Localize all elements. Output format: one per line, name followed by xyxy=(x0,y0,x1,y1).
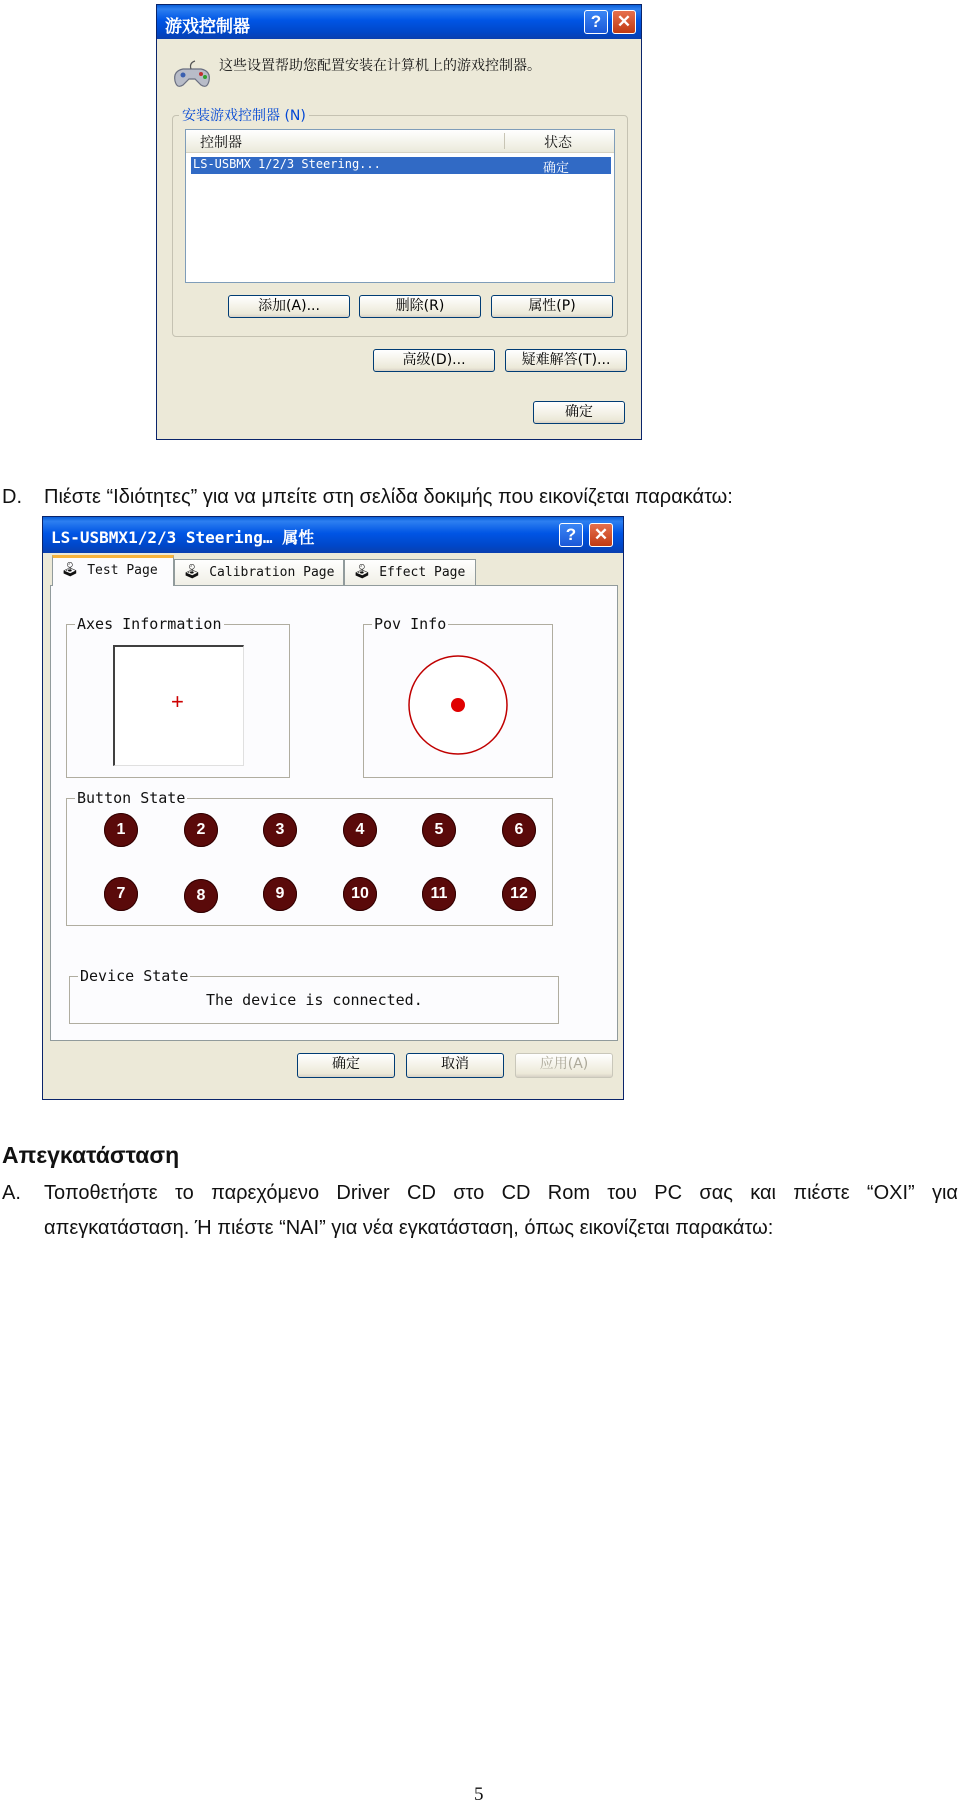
column-header-controller[interactable]: 控制器 xyxy=(200,135,242,151)
dialog-description: 这些设置帮助您配置安装在计算机上的游戏控制器。 xyxy=(219,58,541,74)
add-button[interactable]: 添加(A)... xyxy=(228,295,350,318)
game-controllers-dialog xyxy=(156,4,642,440)
tab-effect-page[interactable] xyxy=(344,559,476,585)
advanced-button[interactable]: 高级(D)... xyxy=(373,349,495,372)
pov-info-group xyxy=(363,615,553,778)
step-d-marker: D. xyxy=(2,486,22,508)
button-state-group xyxy=(66,789,553,926)
tab-effect-label: Effect Page xyxy=(379,565,466,580)
apply-button[interactable]: 应用(A) xyxy=(515,1053,613,1078)
button-indicator: 5 xyxy=(422,813,456,847)
device-state-label: Device State xyxy=(80,967,189,985)
button-indicator: 9 xyxy=(263,877,297,911)
uninstall-text-line2: απεγκατάσταση. Ή πιέστε “NAI” για νέα εγκατάσταση, όπως εικονίζεται παρακάτω: xyxy=(44,1217,774,1239)
joystick-icon: 🕹 xyxy=(353,564,371,580)
uninstall-heading: Απεγκατάσταση xyxy=(2,1142,180,1168)
cancel-button[interactable]: 取消 xyxy=(406,1053,504,1078)
test-page-panel xyxy=(50,585,618,1041)
pov-indicator xyxy=(406,655,510,755)
troubleshoot-button[interactable]: 疑难解答(T)... xyxy=(505,349,627,372)
button-indicator: 6 xyxy=(502,813,536,847)
device-state-group xyxy=(69,967,559,1024)
axes-information-label: Axes Information xyxy=(77,615,222,633)
button-indicator: 11 xyxy=(422,877,456,911)
remove-button[interactable]: 删除(R) xyxy=(359,295,481,318)
button-indicator: 12 xyxy=(502,877,536,911)
controllers-list[interactable] xyxy=(185,129,615,283)
help-icon[interactable]: ? xyxy=(559,523,583,547)
joystick-icon: 🕹 xyxy=(183,564,201,580)
tab-test-page-label: Test Page xyxy=(87,563,158,578)
button-state-label: Button State xyxy=(77,789,186,807)
column-divider xyxy=(504,133,505,149)
properties-title: LS-USBMX1/2/3 Steering… 属性 xyxy=(51,528,315,547)
properties-titlebar xyxy=(43,517,623,553)
list-item-status: 确定 xyxy=(543,161,570,176)
step-d-text: Πιέστε “Ιδιότητες” για να μπείτε στη σελίδα δοκιμής που εικονίζεται παρακάτω: xyxy=(44,486,733,508)
device-properties-dialog xyxy=(42,516,624,1100)
axis-crosshair: + xyxy=(171,689,184,714)
dialog-title: 游戏控制器 xyxy=(165,17,250,37)
axes-information-group xyxy=(66,615,290,778)
properties-button[interactable]: 属性(P) xyxy=(491,295,613,318)
button-indicator: 8 xyxy=(184,879,218,913)
list-item[interactable] xyxy=(191,157,611,174)
device-state-text: The device is connected. xyxy=(206,991,423,1009)
ok-button[interactable]: 确定 xyxy=(297,1053,395,1078)
page-number: 5 xyxy=(474,1784,484,1805)
dialog-titlebar xyxy=(157,5,641,39)
pov-info-label: Pov Info xyxy=(374,615,447,633)
uninstall-marker: A. xyxy=(2,1182,21,1204)
close-icon[interactable]: ✕ xyxy=(612,10,636,34)
button-indicator: 1 xyxy=(104,813,138,847)
button-indicator: 3 xyxy=(263,813,297,847)
button-indicator: 4 xyxy=(343,813,377,847)
joystick-icon: 🕹 xyxy=(61,562,79,578)
button-indicator: 2 xyxy=(184,813,218,847)
axes-display xyxy=(113,645,244,766)
help-icon[interactable]: ? xyxy=(584,10,608,34)
gamepad-icon xyxy=(171,59,213,93)
column-header-status[interactable]: 状态 xyxy=(544,135,572,151)
tab-area xyxy=(43,553,623,1099)
tab-test-page[interactable] xyxy=(52,555,174,586)
tab-calibration-page[interactable] xyxy=(174,559,344,585)
button-indicator: 7 xyxy=(104,877,138,911)
close-icon[interactable]: ✕ xyxy=(589,523,613,547)
installed-controllers-label: 安装游戏控制器 (N) xyxy=(179,105,309,125)
button-indicator: 10 xyxy=(343,877,377,911)
list-item-controller: LS-USBMX 1/2/3 Steering... xyxy=(193,157,381,171)
tab-calibration-label: Calibration Page xyxy=(209,565,335,580)
uninstall-text-line1: Τοποθετήστε το παρεχόμενο Driver CD στο CD Rom του PC σας και πιέστε “OXI” για xyxy=(44,1182,958,1204)
ok-button[interactable]: 确定 xyxy=(533,401,625,424)
